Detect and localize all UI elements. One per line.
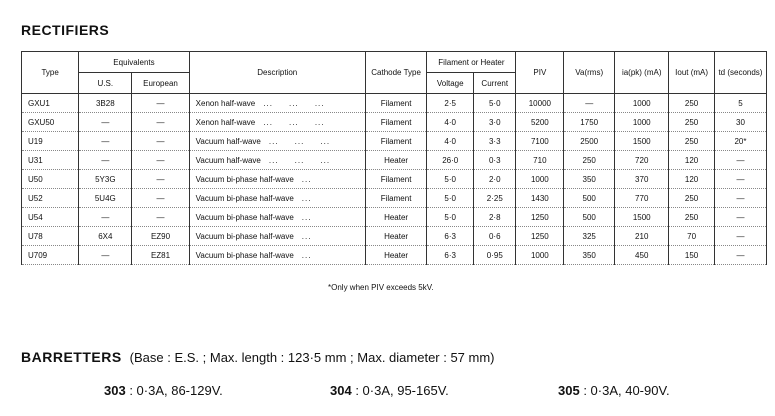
cell-type: U19 bbox=[22, 132, 79, 151]
cell-type: GXU50 bbox=[22, 113, 79, 132]
cell-us: — bbox=[79, 132, 132, 151]
cell-us: 6X4 bbox=[79, 227, 132, 246]
cell-va: 350 bbox=[564, 170, 615, 189]
cell-european: EZ81 bbox=[132, 246, 189, 265]
cell-piv: 1250 bbox=[516, 227, 564, 246]
cell-cathode: Filament bbox=[365, 113, 427, 132]
cell-iout: 120 bbox=[669, 170, 715, 189]
cell-us: — bbox=[79, 246, 132, 265]
cell-voltage: 5·0 bbox=[427, 208, 474, 227]
table-row bbox=[22, 94, 767, 113]
table-row bbox=[22, 208, 767, 227]
description-text: Vacuum bi-phase half-wave bbox=[195, 212, 294, 222]
cell-european: — bbox=[132, 208, 189, 227]
leader-dots: ... bbox=[301, 250, 312, 260]
table-row bbox=[22, 151, 767, 170]
cell-td: 30 bbox=[714, 113, 766, 132]
cell-cathode: Filament bbox=[365, 94, 427, 113]
cell-european: — bbox=[132, 170, 189, 189]
header-voltage: Voltage bbox=[427, 73, 474, 94]
cell-description bbox=[189, 208, 365, 227]
description-text: Vacuum bi-phase half-wave bbox=[195, 250, 294, 260]
header-description: Description bbox=[189, 52, 365, 94]
cell-european: — bbox=[132, 151, 189, 170]
barretters-spec: (Base : E.S. ; Max. length : 123·5 mm ; Max. diameter : 57 mm) bbox=[129, 350, 495, 365]
cell-iout: 150 bbox=[669, 246, 715, 265]
cell-current: 5·0 bbox=[474, 94, 516, 113]
leader-dots: ... ... ... bbox=[263, 117, 325, 127]
header-equivalents: Equivalents bbox=[79, 52, 189, 73]
cell-european: — bbox=[132, 189, 189, 208]
header-european: European bbox=[132, 73, 189, 94]
description-text: Vacuum bi-phase half-wave bbox=[195, 174, 294, 184]
cell-ia: 720 bbox=[615, 151, 669, 170]
barretter-item bbox=[104, 383, 223, 398]
cell-td: 20* bbox=[714, 132, 766, 151]
cell-cathode: Heater bbox=[365, 151, 427, 170]
cell-description bbox=[189, 113, 365, 132]
leader-dots: ... ... ... bbox=[268, 155, 331, 165]
cell-voltage: 2·5 bbox=[427, 94, 474, 113]
cell-current: 2·0 bbox=[474, 170, 516, 189]
cell-cathode: Heater bbox=[365, 227, 427, 246]
footnote: *Only when PIV exceeds 5kV. bbox=[328, 283, 434, 292]
cell-description bbox=[189, 94, 365, 113]
cell-va: 1750 bbox=[564, 113, 615, 132]
cell-va: 325 bbox=[564, 227, 615, 246]
cell-current: 0·95 bbox=[474, 246, 516, 265]
cell-piv: 710 bbox=[516, 151, 564, 170]
description-text: Vacuum bi-phase half-wave bbox=[195, 231, 294, 241]
cell-us: 5Y3G bbox=[79, 170, 132, 189]
cell-voltage: 5·0 bbox=[427, 170, 474, 189]
leader-dots: ... ... ... bbox=[263, 98, 325, 108]
cell-cathode: Filament bbox=[365, 189, 427, 208]
cell-voltage: 5·0 bbox=[427, 189, 474, 208]
cell-type: U31 bbox=[22, 151, 79, 170]
cell-iout: 250 bbox=[669, 113, 715, 132]
barretter-number: 304 bbox=[330, 383, 352, 398]
cell-iout: 70 bbox=[669, 227, 715, 246]
cell-description bbox=[189, 227, 365, 246]
header-piv: PIV bbox=[516, 52, 564, 94]
barretters-heading bbox=[21, 349, 495, 365]
cell-iout: 120 bbox=[669, 151, 715, 170]
barretter-rating: : 0·3A, 95-165V. bbox=[351, 383, 449, 398]
cell-piv: 1000 bbox=[516, 170, 564, 189]
cell-piv: 7100 bbox=[516, 132, 564, 151]
cell-ia: 210 bbox=[615, 227, 669, 246]
barretter-rating: : 0·3A, 86-129V. bbox=[125, 383, 223, 398]
header-current: Current bbox=[474, 73, 516, 94]
cell-description bbox=[189, 132, 365, 151]
description-text: Vacuum half-wave bbox=[195, 155, 261, 165]
cell-ia: 450 bbox=[615, 246, 669, 265]
cell-type: U54 bbox=[22, 208, 79, 227]
cell-td: — bbox=[714, 151, 766, 170]
cell-td: — bbox=[714, 189, 766, 208]
cell-td: 5 bbox=[714, 94, 766, 113]
cell-cathode: Filament bbox=[365, 132, 427, 151]
description-text: Vacuum half-wave bbox=[195, 136, 261, 146]
cell-us: — bbox=[79, 208, 132, 227]
header-ia: ia(pk) (mA) bbox=[615, 52, 669, 94]
cell-current: 0·3 bbox=[474, 151, 516, 170]
cell-va: 250 bbox=[564, 151, 615, 170]
cell-us: — bbox=[79, 151, 132, 170]
cell-description bbox=[189, 246, 365, 265]
description-text: Vacuum bi-phase half-wave bbox=[195, 193, 294, 203]
barretters-title: BARRETTERS bbox=[21, 349, 122, 365]
cell-td: — bbox=[714, 208, 766, 227]
cell-type: U709 bbox=[22, 246, 79, 265]
cell-ia: 1000 bbox=[615, 94, 669, 113]
cell-iout: 250 bbox=[669, 94, 715, 113]
cell-cathode: Heater bbox=[365, 208, 427, 227]
table-row bbox=[22, 227, 767, 246]
cell-ia: 370 bbox=[615, 170, 669, 189]
table-row bbox=[22, 170, 767, 189]
cell-european: — bbox=[132, 132, 189, 151]
cell-description bbox=[189, 151, 365, 170]
cell-current: 0·6 bbox=[474, 227, 516, 246]
cell-cathode: Filament bbox=[365, 170, 427, 189]
cell-piv: 5200 bbox=[516, 113, 564, 132]
barretter-number: 305 bbox=[558, 383, 580, 398]
header-cathode: Cathode Type bbox=[365, 52, 427, 94]
cell-td: — bbox=[714, 246, 766, 265]
cell-european: EZ90 bbox=[132, 227, 189, 246]
cell-voltage: 4·0 bbox=[427, 132, 474, 151]
cell-voltage: 26·0 bbox=[427, 151, 474, 170]
leader-dots: ... bbox=[301, 174, 312, 184]
cell-va: 350 bbox=[564, 246, 615, 265]
rectifiers-table bbox=[21, 51, 767, 265]
cell-ia: 770 bbox=[615, 189, 669, 208]
leader-dots: ... bbox=[301, 231, 312, 241]
cell-us: 3B28 bbox=[79, 94, 132, 113]
barretter-item bbox=[330, 383, 449, 398]
cell-va: 500 bbox=[564, 208, 615, 227]
cell-description bbox=[189, 170, 365, 189]
barretter-rating: : 0·3A, 40-90V. bbox=[579, 383, 670, 398]
leader-dots: ... ... ... bbox=[268, 136, 331, 146]
cell-piv: 1250 bbox=[516, 208, 564, 227]
cell-current: 2·8 bbox=[474, 208, 516, 227]
cell-va: 500 bbox=[564, 189, 615, 208]
cell-voltage: 6·3 bbox=[427, 227, 474, 246]
cell-iout: 250 bbox=[669, 132, 715, 151]
cell-piv: 1000 bbox=[516, 246, 564, 265]
barretter-number: 303 bbox=[104, 383, 126, 398]
cell-type: U52 bbox=[22, 189, 79, 208]
header-iout: Iout (mA) bbox=[669, 52, 715, 94]
cell-european: — bbox=[132, 94, 189, 113]
cell-piv: 10000 bbox=[516, 94, 564, 113]
cell-type: GXU1 bbox=[22, 94, 79, 113]
cell-current: 3·3 bbox=[474, 132, 516, 151]
table-row bbox=[22, 132, 767, 151]
cell-piv: 1430 bbox=[516, 189, 564, 208]
header-us: U.S. bbox=[79, 73, 132, 94]
leader-dots: ... bbox=[301, 212, 312, 222]
cell-description bbox=[189, 189, 365, 208]
cell-voltage: 4·0 bbox=[427, 113, 474, 132]
cell-cathode: Heater bbox=[365, 246, 427, 265]
header-filament: Filament or Heater bbox=[427, 52, 516, 73]
cell-td: — bbox=[714, 227, 766, 246]
cell-ia: 1500 bbox=[615, 132, 669, 151]
barretter-item bbox=[558, 383, 670, 398]
cell-td: — bbox=[714, 170, 766, 189]
cell-va: — bbox=[564, 94, 615, 113]
cell-ia: 1500 bbox=[615, 208, 669, 227]
table-row bbox=[22, 189, 767, 208]
description-text: Xenon half-wave bbox=[195, 98, 256, 108]
header-td: td (seconds) bbox=[714, 52, 766, 94]
rectifiers-title: RECTIFIERS bbox=[21, 22, 110, 38]
header-va: Va(rms) bbox=[564, 52, 615, 94]
cell-current: 3·0 bbox=[474, 113, 516, 132]
cell-voltage: 6·3 bbox=[427, 246, 474, 265]
cell-european: — bbox=[132, 113, 189, 132]
cell-us: — bbox=[79, 113, 132, 132]
cell-va: 2500 bbox=[564, 132, 615, 151]
table-row bbox=[22, 246, 767, 265]
header-type: Type bbox=[22, 52, 79, 94]
table-row bbox=[22, 113, 767, 132]
description-text: Xenon half-wave bbox=[195, 117, 256, 127]
cell-ia: 1000 bbox=[615, 113, 669, 132]
leader-dots: ... bbox=[301, 193, 312, 203]
cell-iout: 250 bbox=[669, 208, 715, 227]
cell-us: 5U4G bbox=[79, 189, 132, 208]
cell-iout: 250 bbox=[669, 189, 715, 208]
cell-type: U78 bbox=[22, 227, 79, 246]
cell-type: U50 bbox=[22, 170, 79, 189]
cell-current: 2·25 bbox=[474, 189, 516, 208]
